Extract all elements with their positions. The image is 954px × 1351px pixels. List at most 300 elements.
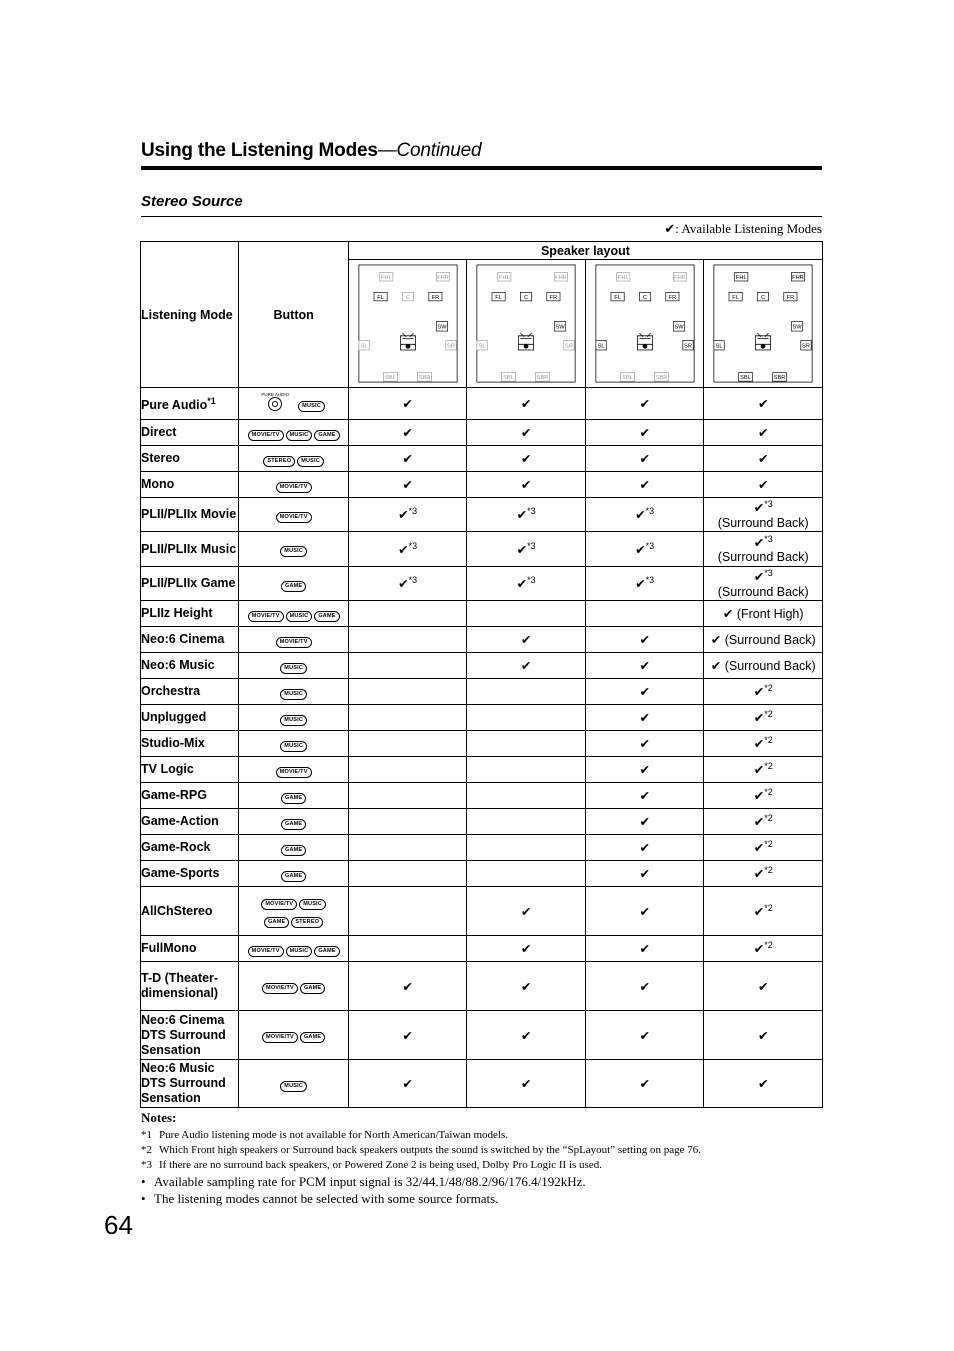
check-icon: ✔	[753, 942, 765, 957]
speaker-label: SBR	[536, 375, 549, 382]
speaker-label: SBR	[655, 375, 668, 382]
speaker-label: SBL	[740, 375, 752, 382]
speaker-label: SBR	[773, 375, 786, 382]
availability-cell	[585, 705, 704, 731]
section-title: Stereo Source	[141, 193, 243, 210]
table-row	[141, 679, 823, 705]
mode-name-mono: Mono	[141, 472, 239, 498]
speaker-label: SBL	[621, 375, 633, 382]
movie-tv-button-icon: MOVIE/TV	[261, 899, 297, 910]
mode-buttons	[239, 420, 348, 446]
check-icon: ✔	[753, 536, 765, 551]
availability-cell	[704, 731, 823, 757]
availability-note: (Surround Back)	[717, 515, 809, 530]
bullet-note	[141, 1173, 822, 1190]
speaker-layout-4	[704, 260, 823, 388]
speaker-label: SW	[437, 324, 447, 331]
speaker-sl-icon	[477, 341, 487, 350]
mode-buttons	[239, 705, 348, 731]
footnote-ref: *3	[645, 506, 655, 517]
mode-buttons	[239, 601, 348, 627]
availability-cell	[467, 1011, 586, 1060]
game-button-icon: GAME	[264, 917, 289, 928]
footnote	[141, 1158, 822, 1173]
game-button-icon: GAME	[281, 871, 306, 882]
check-icon: ✔	[753, 501, 765, 516]
notes-title: Notes:	[141, 1110, 177, 1125]
check-icon: ✔	[753, 685, 765, 700]
availability-cell	[467, 1060, 586, 1108]
check-icon: ✔	[639, 426, 650, 440]
check-icon: ✔	[402, 397, 413, 411]
check-icon: ✔	[639, 659, 650, 673]
speaker-label: C	[405, 294, 410, 301]
check-icon: ✔	[757, 397, 769, 411]
availability-cell	[585, 1060, 704, 1108]
speaker-label: SBL	[384, 375, 396, 382]
check-icon: ✔	[402, 452, 413, 466]
check-icon: ✔	[639, 397, 650, 411]
mode-name-neo-6-music: Neo:6 Music	[141, 653, 239, 679]
check-icon: ✔	[516, 577, 528, 592]
speaker-c-icon	[402, 292, 413, 301]
music-button-icon: MUSIC	[286, 430, 313, 441]
footnote-ref: *2	[764, 787, 773, 798]
availability-cell	[348, 420, 467, 446]
check-icon: ✔	[639, 789, 650, 803]
bullet-icon: •	[141, 1174, 146, 1189]
speaker-layout-diagram	[354, 264, 462, 384]
speaker-label: FHL	[499, 274, 510, 281]
availability-cell	[348, 861, 467, 887]
speaker-fhr-icon	[555, 273, 568, 282]
check-icon: ✔	[757, 426, 769, 440]
pure-audio-label: PURE AUDIO	[261, 392, 290, 397]
mode-name-pliiz-height: PLIIz Height	[141, 601, 239, 627]
bullet-icon: •	[141, 1191, 146, 1206]
col-listening-mode: Listening Mode	[141, 242, 239, 388]
speaker-sw-icon	[673, 322, 684, 331]
movie-tv-button-icon: MOVIE/TV	[248, 946, 284, 957]
header-rule	[141, 166, 822, 170]
music-button-icon: MUSIC	[286, 611, 313, 622]
availability-cell	[704, 705, 823, 731]
speaker-fr-icon	[665, 292, 678, 301]
check-icon: ✔	[520, 1028, 532, 1043]
col-speaker-layout: Speaker layout	[348, 242, 822, 260]
table-row	[141, 388, 823, 420]
availability-cell	[467, 679, 586, 705]
footnote-mark: *2	[141, 1144, 152, 1156]
availability-cell	[704, 887, 823, 936]
availability-note: (Front High)	[733, 607, 804, 621]
table-row	[141, 567, 823, 601]
mode-buttons	[239, 783, 348, 809]
footnote-ref: *3	[527, 506, 536, 517]
check-icon: ✔	[757, 1028, 769, 1043]
availability-cell	[585, 835, 704, 861]
check-icon: ✔	[639, 737, 650, 751]
speaker-c-icon	[520, 292, 531, 301]
speaker-sw-icon	[792, 322, 803, 331]
availability-cell	[704, 809, 823, 835]
availability-cell	[467, 532, 586, 567]
speaker-label: SR	[802, 343, 811, 350]
availability-cell	[585, 1011, 704, 1060]
mode-buttons	[239, 567, 348, 601]
availability-cell	[467, 757, 586, 783]
availability-cell	[348, 731, 467, 757]
speaker-fr-icon	[547, 292, 560, 301]
movie-tv-button-icon: MOVIE/TV	[276, 482, 312, 493]
availability-cell	[348, 567, 467, 601]
availability-cell	[585, 731, 704, 757]
table-row	[141, 962, 823, 1011]
game-button-icon: GAME	[300, 1032, 325, 1043]
check-icon: ✔	[398, 543, 409, 558]
speaker-label: FL	[613, 294, 621, 301]
table-row	[141, 627, 823, 653]
table-row	[141, 653, 823, 679]
pure-audio-button	[261, 392, 289, 415]
footnote-ref: *3	[764, 533, 773, 544]
speaker-label: SR	[565, 343, 574, 350]
availability-cell	[704, 601, 823, 627]
stereo-button-icon: STEREO	[291, 917, 323, 928]
footnote-ref: *3	[645, 540, 655, 551]
check-icon: ✔	[635, 508, 646, 523]
speaker-label: SL	[597, 343, 605, 350]
mode-buttons	[239, 679, 348, 705]
mode-buttons	[239, 388, 348, 420]
availability-cell	[585, 627, 704, 653]
availability-cell	[467, 835, 586, 861]
availability-cell	[704, 498, 823, 532]
check-icon: ✔	[757, 452, 769, 466]
speaker-fhl-icon	[379, 273, 392, 282]
speaker-layout-2	[467, 260, 586, 388]
check-icon: ✔	[520, 426, 532, 440]
check-icon: ✔	[520, 942, 532, 956]
movie-tv-button-icon: MOVIE/TV	[248, 611, 284, 622]
availability-cell	[348, 757, 467, 783]
table-row	[141, 809, 823, 835]
check-icon: ✔	[402, 979, 413, 994]
check-icon: ✔	[398, 577, 409, 592]
footnote-ref: *2	[764, 683, 773, 694]
table-row	[141, 887, 823, 936]
table-row	[141, 1060, 823, 1108]
availability-cell	[704, 420, 823, 446]
availability-cell	[704, 783, 823, 809]
availability-cell	[585, 757, 704, 783]
availability-cell	[585, 861, 704, 887]
speaker-fhl-icon	[498, 273, 511, 282]
speaker-sbl-icon	[383, 373, 397, 382]
availability-cell	[348, 498, 467, 532]
check-icon: ✔	[753, 815, 765, 830]
availability-cell	[585, 679, 704, 705]
table-row	[141, 472, 823, 498]
mode-name-unplugged: Unplugged	[141, 705, 239, 731]
mode-name-tv-logic: TV Logic	[141, 757, 239, 783]
availability-cell	[704, 627, 823, 653]
footnote-ref: *2	[764, 839, 773, 850]
mode-name-plii-pliix-music: PLII/PLIIx Music	[141, 532, 239, 567]
game-button-icon: GAME	[281, 845, 306, 856]
speaker-sbr-icon	[417, 373, 431, 382]
mode-buttons	[239, 653, 348, 679]
check-icon: ✔	[639, 633, 650, 647]
speaker-label: SR	[683, 343, 692, 350]
movie-tv-button-icon: MOVIE/TV	[248, 430, 284, 441]
footnote-ref: *2	[764, 735, 773, 746]
footnote-ref: *2	[764, 902, 773, 913]
speaker-label: SL	[360, 343, 368, 350]
speaker-label: SW	[674, 324, 684, 331]
speaker-label: C	[524, 294, 529, 301]
availability-cell	[704, 962, 823, 1011]
table-row	[141, 783, 823, 809]
mode-name-neo-6-cinema-dts-surround-sensation: Neo:6 Cinema DTS Surround Sensation	[141, 1011, 239, 1060]
footnote-ref: *1	[207, 395, 216, 406]
check-icon: ✔	[402, 426, 413, 440]
check-icon: ✔	[664, 221, 676, 236]
speaker-label: FHL	[380, 274, 392, 281]
check-icon: ✔	[520, 452, 532, 466]
check-icon: ✔	[722, 607, 734, 621]
mode-name-plii-pliix-movie: PLII/PLIIx Movie	[141, 498, 239, 532]
speaker-label: C	[761, 294, 766, 301]
mode-name-game-action: Game-Action	[141, 809, 239, 835]
availability-cell	[704, 679, 823, 705]
mode-name-game-rock: Game-Rock	[141, 835, 239, 861]
availability-cell	[348, 705, 467, 731]
table-row	[141, 861, 823, 887]
availability-cell	[348, 601, 467, 627]
table-row	[141, 1011, 823, 1060]
music-button-icon: MUSIC	[280, 715, 307, 726]
speaker-fhr-icon	[673, 273, 686, 282]
availability-cell	[704, 472, 823, 498]
mode-buttons	[239, 446, 348, 472]
speaker-label: SBR	[418, 375, 430, 382]
availability-cell	[585, 887, 704, 936]
check-icon: ✔	[520, 904, 532, 919]
speaker-fhr-icon	[436, 273, 449, 282]
speaker-layout-diagram	[709, 264, 817, 384]
mode-buttons	[239, 627, 348, 653]
check-icon: ✔	[635, 543, 646, 558]
pure-audio-knob-icon	[268, 397, 282, 411]
availability-cell	[348, 936, 467, 962]
footnote-ref: *3	[408, 540, 418, 551]
speaker-sbl-icon	[502, 373, 516, 382]
speaker-fr-icon	[784, 292, 797, 301]
game-button-icon: GAME	[300, 983, 325, 994]
availability-cell	[467, 936, 586, 962]
speaker-label: FHL	[617, 274, 629, 281]
music-button-icon: MUSIC	[298, 401, 325, 412]
speaker-fhl-icon	[735, 273, 748, 282]
speaker-label: SW	[555, 324, 565, 331]
game-button-icon: GAME	[314, 946, 339, 957]
availability-cell	[585, 567, 704, 601]
mode-buttons	[239, 731, 348, 757]
speaker-label: FR	[786, 294, 795, 301]
speaker-c-icon	[639, 292, 650, 301]
availability-cell	[585, 962, 704, 1011]
availability-note: (Surround Back)	[721, 633, 816, 647]
music-button-icon: MUSIC	[280, 689, 307, 700]
listener-icon	[637, 333, 652, 350]
availability-cell	[348, 679, 467, 705]
movie-tv-button-icon: MOVIE/TV	[262, 983, 298, 994]
availability-cell	[467, 783, 586, 809]
availability-cell	[585, 653, 704, 679]
availability-cell	[704, 532, 823, 567]
availability-cell	[467, 861, 586, 887]
speaker-label: C	[642, 294, 647, 301]
mode-name-stereo: Stereo	[141, 446, 239, 472]
availability-note: (Surround Back)	[717, 584, 809, 599]
check-icon: ✔	[516, 543, 528, 558]
check-icon: ✔	[753, 711, 765, 726]
availability-cell	[704, 653, 823, 679]
mode-name-game-rpg: Game-RPG	[141, 783, 239, 809]
check-icon: ✔	[520, 659, 532, 673]
check-icon: ✔	[402, 1077, 413, 1091]
speaker-fr-icon	[428, 292, 441, 301]
speaker-layout-diagram	[472, 264, 580, 384]
footnote-ref: *3	[764, 499, 773, 510]
music-button-icon: MUSIC	[280, 741, 307, 752]
page-header	[141, 140, 822, 162]
mode-name-plii-pliix-game: PLII/PLIIx Game	[141, 567, 239, 601]
mode-name-t-d-theater-dimensional: T-D (Theater-dimensional)	[141, 962, 239, 1011]
speaker-sr-icon	[564, 341, 574, 350]
footnote-mark: *1	[141, 1129, 152, 1141]
availability-cell	[348, 887, 467, 936]
speaker-label: FR	[431, 294, 439, 301]
availability-cell	[348, 1011, 467, 1060]
footnote-ref: *2	[764, 865, 773, 876]
check-icon: ✔	[520, 979, 532, 994]
table-row	[141, 532, 823, 567]
stereo-button-icon: STEREO	[263, 456, 295, 467]
music-button-icon: MUSIC	[299, 899, 326, 910]
speaker-label: SR	[446, 343, 455, 350]
listener-icon	[519, 333, 534, 350]
speaker-fl-icon	[729, 292, 742, 301]
availability-cell	[467, 420, 586, 446]
availability-cell	[467, 601, 586, 627]
availability-cell	[704, 936, 823, 962]
mode-buttons	[239, 809, 348, 835]
availability-cell	[467, 498, 586, 532]
music-button-icon: MUSIC	[280, 546, 307, 557]
check-icon: ✔	[753, 867, 765, 882]
speaker-label: FHR	[673, 274, 686, 281]
availability-cell	[585, 388, 704, 420]
movie-tv-button-icon: MOVIE/TV	[262, 1032, 298, 1043]
footnote	[141, 1143, 822, 1158]
speaker-sbl-icon	[739, 373, 753, 382]
availability-cell	[704, 861, 823, 887]
mode-buttons	[239, 498, 348, 532]
mode-name-game-sports: Game-Sports	[141, 861, 239, 887]
availability-cell	[585, 783, 704, 809]
speaker-sbr-icon	[654, 373, 668, 382]
check-icon: ✔	[520, 397, 532, 411]
availability-cell	[467, 705, 586, 731]
speaker-label: SW	[792, 324, 802, 331]
speaker-sbl-icon	[620, 373, 634, 382]
speaker-sr-icon	[682, 341, 692, 350]
availability-cell	[704, 388, 823, 420]
availability-cell	[467, 567, 586, 601]
listener-icon	[400, 333, 415, 350]
check-icon: ✔	[639, 942, 650, 956]
speaker-fl-icon	[374, 292, 387, 301]
check-icon: ✔	[635, 577, 646, 592]
availability-cell	[585, 498, 704, 532]
footnote-mark: *3	[141, 1159, 152, 1171]
speaker-sl-icon	[714, 341, 724, 350]
availability-cell	[348, 1060, 467, 1108]
check-icon: ✔	[757, 478, 769, 492]
availability-cell	[467, 627, 586, 653]
footnote-ref: *3	[408, 506, 418, 517]
game-button-icon: GAME	[281, 819, 306, 830]
listener-icon	[756, 333, 771, 350]
check-icon: ✔	[753, 763, 765, 778]
speaker-layout-diagram	[591, 264, 699, 384]
mode-name-neo-6-music-dts-surround-sensation: Neo:6 Music DTS Surround Sensation	[141, 1060, 239, 1108]
check-icon: ✔	[639, 904, 650, 919]
check-icon: ✔	[639, 763, 650, 777]
speaker-label: SL	[715, 343, 723, 350]
availability-cell	[467, 809, 586, 835]
availability-cell	[467, 446, 586, 472]
check-icon: ✔	[757, 979, 769, 994]
bullet-text: The listening modes cannot be selected with some source formats.	[154, 1191, 499, 1206]
mode-buttons	[239, 962, 348, 1011]
availability-cell	[348, 627, 467, 653]
check-icon: ✔	[520, 478, 532, 492]
table-row	[141, 757, 823, 783]
mode-buttons	[239, 861, 348, 887]
availability-cell	[348, 532, 467, 567]
music-button-icon: MUSIC	[297, 456, 324, 467]
mode-buttons	[239, 887, 348, 936]
availability-cell	[704, 446, 823, 472]
availability-cell	[585, 532, 704, 567]
header-title: Using the Listening Modes—Continued	[141, 140, 482, 161]
footnote-ref: *2	[764, 813, 773, 824]
check-icon: ✔	[710, 633, 722, 647]
movie-tv-button-icon: MOVIE/TV	[276, 767, 312, 778]
table-row	[141, 835, 823, 861]
availability-cell	[704, 757, 823, 783]
availability-cell	[704, 1011, 823, 1060]
music-button-icon: MUSIC	[286, 946, 313, 957]
check-icon: ✔	[753, 905, 765, 920]
game-button-icon: GAME	[314, 430, 339, 441]
section-rule	[141, 216, 822, 217]
availability-cell	[348, 809, 467, 835]
availability-cell	[348, 835, 467, 861]
